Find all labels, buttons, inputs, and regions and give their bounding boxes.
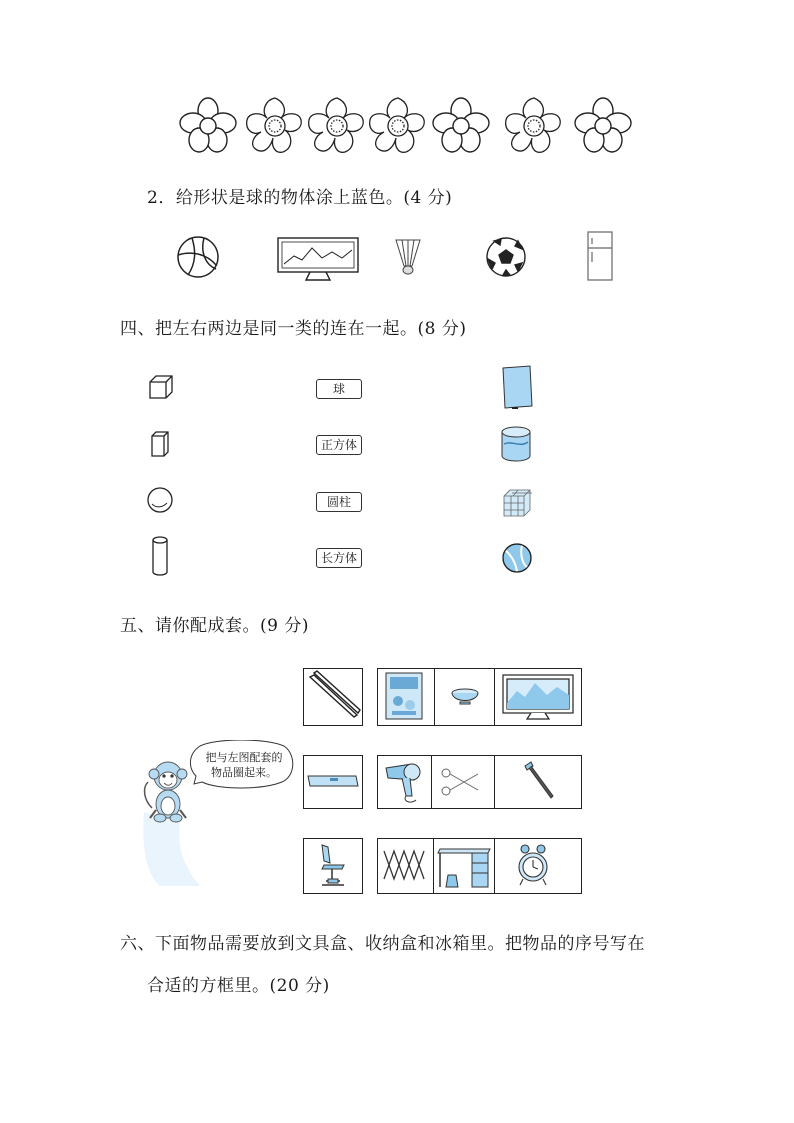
row3-option-alarm-clock[interactable] — [494, 838, 582, 894]
row2-option-scissors[interactable] — [431, 755, 497, 809]
flower-1 — [180, 98, 236, 152]
soccer-ball-icon — [487, 238, 525, 276]
hair-dryer-icon — [386, 764, 420, 802]
flower-2 — [247, 98, 302, 152]
q4-left-shapes — [140, 370, 190, 580]
flower-7 — [575, 98, 631, 152]
can-icon — [502, 427, 530, 461]
question-6-line-2: 合适的方框里。(20 分) — [147, 976, 330, 996]
row1-option-tv[interactable] — [494, 668, 582, 726]
row3-option-desk[interactable] — [433, 838, 496, 894]
flower-3 — [309, 98, 364, 152]
refrigerator-icon — [588, 232, 612, 280]
speech-bubble-text — [198, 750, 290, 780]
row3-left-chair[interactable] — [303, 838, 363, 894]
scissors-icon — [442, 769, 478, 795]
desk-icon — [438, 849, 490, 887]
question-4-title: 四、把左右两边是同一类的连在一起。(8 分) — [120, 319, 467, 339]
tv-icon — [278, 238, 358, 280]
shuttlecock-icon — [396, 240, 420, 274]
chair-icon — [322, 845, 344, 885]
chopsticks-icon — [310, 671, 360, 717]
flowers-row — [170, 92, 640, 162]
row2-option-hair-dryer[interactable] — [377, 755, 433, 809]
folding-rack-icon — [384, 851, 424, 879]
row1-option-storybook[interactable] — [377, 668, 437, 726]
row1-option-bowl[interactable] — [434, 668, 496, 726]
book-icon — [503, 366, 532, 408]
bowl-icon — [452, 689, 478, 704]
beach-ball-icon — [503, 544, 531, 572]
rubiks-cube-icon — [504, 490, 532, 516]
label-sphere: 球 — [316, 379, 362, 399]
q4-right-objects — [492, 364, 542, 584]
sphere-icon — [148, 488, 172, 512]
row2-option-toothbrush[interactable] — [494, 755, 582, 809]
dvd-player-icon — [308, 776, 358, 786]
alarm-clock-icon — [519, 845, 547, 885]
question-2-text: 2．给形状是球的物体涂上蓝色。(4 分) — [147, 188, 453, 208]
label-cylinder: 圆柱 — [316, 492, 362, 512]
toothbrush-icon — [525, 762, 553, 798]
question-5-title: 五、请你配成套。(9 分) — [120, 616, 309, 636]
cylinder-icon — [153, 537, 167, 575]
flower-4 — [370, 98, 425, 152]
q2-objects — [170, 228, 630, 288]
row3-option-rack[interactable] — [377, 838, 435, 894]
volleyball-icon — [178, 237, 218, 277]
label-cuboid: 长方体 — [316, 548, 362, 568]
row2-left-dvd-player[interactable] — [303, 755, 363, 809]
row1-left-chopsticks[interactable] — [303, 668, 363, 726]
flower-6 — [506, 98, 561, 152]
cuboid-icon — [152, 432, 168, 456]
flower-5 — [433, 98, 489, 152]
tv-screen-icon — [503, 675, 573, 719]
speech-line-2: 物品圈起来。 — [211, 766, 277, 779]
speech-line-1: 把与左图配套的 — [205, 751, 283, 764]
storybook-icon — [386, 673, 422, 719]
question-6-line-1: 六、下面物品需要放到文具盒、收纳盒和冰箱里。把物品的序号写在 — [120, 934, 645, 954]
label-cube: 正方体 — [316, 435, 362, 455]
cube-icon — [150, 376, 172, 398]
